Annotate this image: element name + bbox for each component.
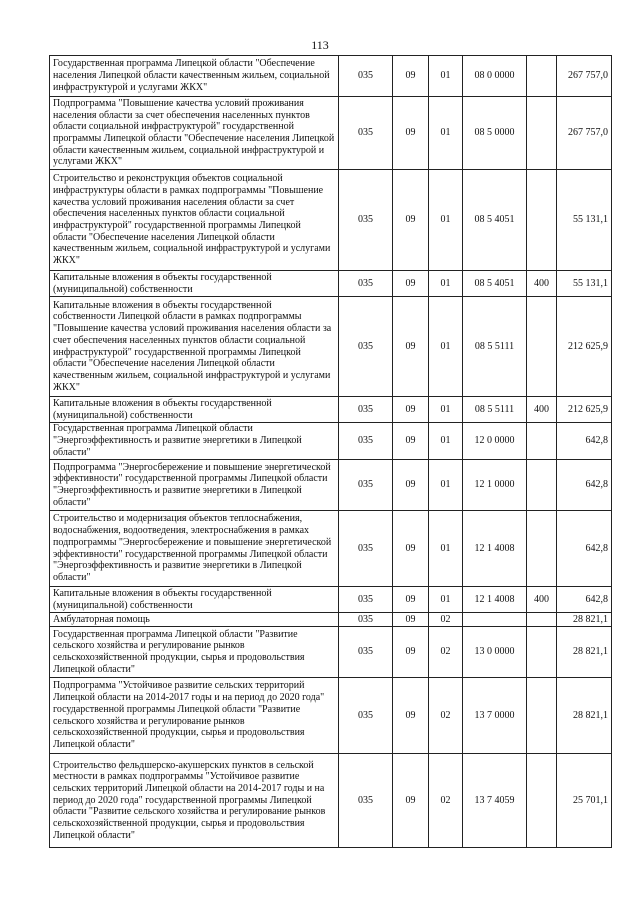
row-name: Подпрограмма "Устойчивое развитие сельских территорий Липецкой области на 2014-2017 годы и на период до 2020 года" государственной программы Липецкой области "Развитие сельского хозяйства и регулирование рынков сельскохозяйственной продукции, сырья и продовольствия Липецкой области": [50, 678, 339, 754]
subsection-code: 01: [429, 460, 463, 511]
expense-type-code: [527, 170, 557, 271]
row-name: Строительство и модернизация объектов теплоснабжения, водоснабжения, водоотведения, электроснабжения в рамках подпрограммы "Энергосбережение и повышение энергетической эффективности" государственной программы Липецкой области "Энергоэффективность и развитие энергетики в Липецкой области": [50, 511, 339, 587]
subsection-code: 02: [429, 754, 463, 848]
section-code: 09: [393, 397, 429, 423]
section-code: 09: [393, 423, 429, 460]
section-code: 09: [393, 170, 429, 271]
table-row: [50, 271, 612, 297]
ministry-code: 035: [339, 460, 393, 511]
ministry-code: 035: [339, 511, 393, 587]
section-code: 09: [393, 754, 429, 848]
ministry-code: 035: [339, 627, 393, 678]
amount: 642,8: [557, 460, 612, 511]
table-row: [50, 460, 612, 511]
subsection-code: 02: [429, 678, 463, 754]
budget-table: [49, 55, 612, 848]
expense-type-code: [527, 627, 557, 678]
target-code: [463, 613, 527, 627]
section-code: 09: [393, 460, 429, 511]
ministry-code: 035: [339, 297, 393, 397]
section-code: 09: [393, 271, 429, 297]
subsection-code: 01: [429, 511, 463, 587]
table-row: [50, 678, 612, 754]
ministry-code: 035: [339, 678, 393, 754]
ministry-code: 035: [339, 754, 393, 848]
subsection-code: 02: [429, 627, 463, 678]
table-row: [50, 587, 612, 613]
amount: 25 701,1: [557, 754, 612, 848]
amount: 55 131,1: [557, 170, 612, 271]
row-name: Капитальные вложения в объекты государственной (муниципальной) собственности: [50, 397, 339, 423]
table-row: [50, 613, 612, 627]
ministry-code: 035: [339, 423, 393, 460]
ministry-code: 035: [339, 587, 393, 613]
target-code: 08 0 0000: [463, 56, 527, 97]
section-code: 09: [393, 56, 429, 97]
subsection-code: 01: [429, 587, 463, 613]
expense-type-code: [527, 97, 557, 170]
expense-type-code: 400: [527, 397, 557, 423]
ministry-code: 035: [339, 97, 393, 170]
row-name: Амбулаторная помощь: [50, 613, 339, 627]
row-name: Подпрограмма "Повышение качества условий проживания населения области за счет обеспечения населенных пунктов области социальной инфраструктурой" государственной программы Липецкой области "Обеспечение населения Липецкой области качественным жильем, социальной инфраструктурой и услугами ЖКХ": [50, 97, 339, 170]
target-code: 08 5 0000: [463, 97, 527, 170]
table-row: [50, 627, 612, 678]
amount: 642,8: [557, 423, 612, 460]
subsection-code: 02: [429, 613, 463, 627]
target-code: 08 5 4051: [463, 271, 527, 297]
section-code: 09: [393, 511, 429, 587]
row-name: Государственная программа Липецкой области "Развитие сельского хозяйства и регулирование рынков сельскохозяйственной продукции, сырья и продовольствия Липецкой области": [50, 627, 339, 678]
amount: 212 625,9: [557, 397, 612, 423]
subsection-code: 01: [429, 271, 463, 297]
expense-type-code: [527, 56, 557, 97]
ministry-code: 035: [339, 271, 393, 297]
section-code: 09: [393, 613, 429, 627]
table-row: [50, 297, 612, 397]
target-code: 08 5 5111: [463, 397, 527, 423]
expense-type-code: [527, 460, 557, 511]
amount: 55 131,1: [557, 271, 612, 297]
ministry-code: 035: [339, 397, 393, 423]
section-code: 09: [393, 587, 429, 613]
section-code: 09: [393, 627, 429, 678]
table-row: [50, 97, 612, 170]
amount: 267 757,0: [557, 97, 612, 170]
target-code: 13 0 0000: [463, 627, 527, 678]
amount: 28 821,1: [557, 613, 612, 627]
table-row: [50, 754, 612, 848]
row-name: Капитальные вложения в объекты государственной (муниципальной) собственности: [50, 271, 339, 297]
row-name: Подпрограмма "Энергосбережение и повышение энергетической эффективности" государственной программы Липецкой области "Энергоэффективность и развитие энергетики в Липецкой области": [50, 460, 339, 511]
subsection-code: 01: [429, 397, 463, 423]
row-name: Строительство фельдшерско-акушерских пунктов в сельской местности в рамках подпрограммы "Устойчивое развитие сельских территорий Липецкой области на 2014-2017 годы и на период до 2020 года" государственной программы Липецкой области "Развитие сельского хозяйства и регулирование рынков сельскохозяйственной продукции, сырья и продовольствия Липецкой области": [50, 754, 339, 848]
subsection-code: 01: [429, 423, 463, 460]
amount: 28 821,1: [557, 627, 612, 678]
expense-type-code: 400: [527, 587, 557, 613]
amount: 28 821,1: [557, 678, 612, 754]
target-code: 12 0 0000: [463, 423, 527, 460]
expense-type-code: [527, 613, 557, 627]
page-number: 113: [311, 38, 329, 52]
expense-type-code: [527, 511, 557, 587]
subsection-code: 01: [429, 297, 463, 397]
amount: 212 625,9: [557, 297, 612, 397]
row-name: Капитальные вложения в объекты государственной (муниципальной) собственности: [50, 587, 339, 613]
target-code: 13 7 0000: [463, 678, 527, 754]
amount: 267 757,0: [557, 56, 612, 97]
table-row: [50, 56, 612, 97]
table-row: [50, 170, 612, 271]
amount: 642,8: [557, 587, 612, 613]
target-code: 12 1 4008: [463, 511, 527, 587]
ministry-code: 035: [339, 56, 393, 97]
target-code: 08 5 4051: [463, 170, 527, 271]
expense-type-code: [527, 297, 557, 397]
subsection-code: 01: [429, 170, 463, 271]
target-code: 08 5 5111: [463, 297, 527, 397]
row-name: Государственная программа Липецкой области "Обеспечение населения Липецкой области качественным жильем, социальной инфраструктурой и услугами ЖКХ": [50, 56, 339, 97]
target-code: 12 1 0000: [463, 460, 527, 511]
table-row: [50, 397, 612, 423]
target-code: 13 7 4059: [463, 754, 527, 848]
table-row: [50, 511, 612, 587]
subsection-code: 01: [429, 56, 463, 97]
section-code: 09: [393, 97, 429, 170]
row-name: Строительство и реконструкция объектов социальной инфраструктуры области в рамках подпрограммы "Повышение качества условий проживания населения области за счет обеспечения населенных пунктов области социальной инфраструктурой" государственной программы Липецкой области "Обеспечение населения Липецкой области качественным жильем, социальной инфраструктурой и услугами ЖКХ": [50, 170, 339, 271]
expense-type-code: [527, 423, 557, 460]
row-name: Государственная программа Липецкой области "Энергоэффективность и развитие энергетики в Липецкой области": [50, 423, 339, 460]
expense-type-code: [527, 754, 557, 848]
section-code: 09: [393, 678, 429, 754]
ministry-code: 035: [339, 170, 393, 271]
section-code: 09: [393, 297, 429, 397]
amount: 642,8: [557, 511, 612, 587]
budget-table-body: [50, 56, 612, 848]
expense-type-code: [527, 678, 557, 754]
table-row: [50, 423, 612, 460]
ministry-code: 035: [339, 613, 393, 627]
subsection-code: 01: [429, 97, 463, 170]
row-name: Капитальные вложения в объекты государственной собственности Липецкой области в рамках подпрограммы "Повышение качества условий проживания населения области за счет обеспечения населенных пунктов области социальной инфраструктурой" государственной программы Липецкой области "Обеспечение населения Липецкой области качественным жильем, социальной инфраструктурой и услугами ЖКХ": [50, 297, 339, 397]
expense-type-code: 400: [527, 271, 557, 297]
target-code: 12 1 4008: [463, 587, 527, 613]
